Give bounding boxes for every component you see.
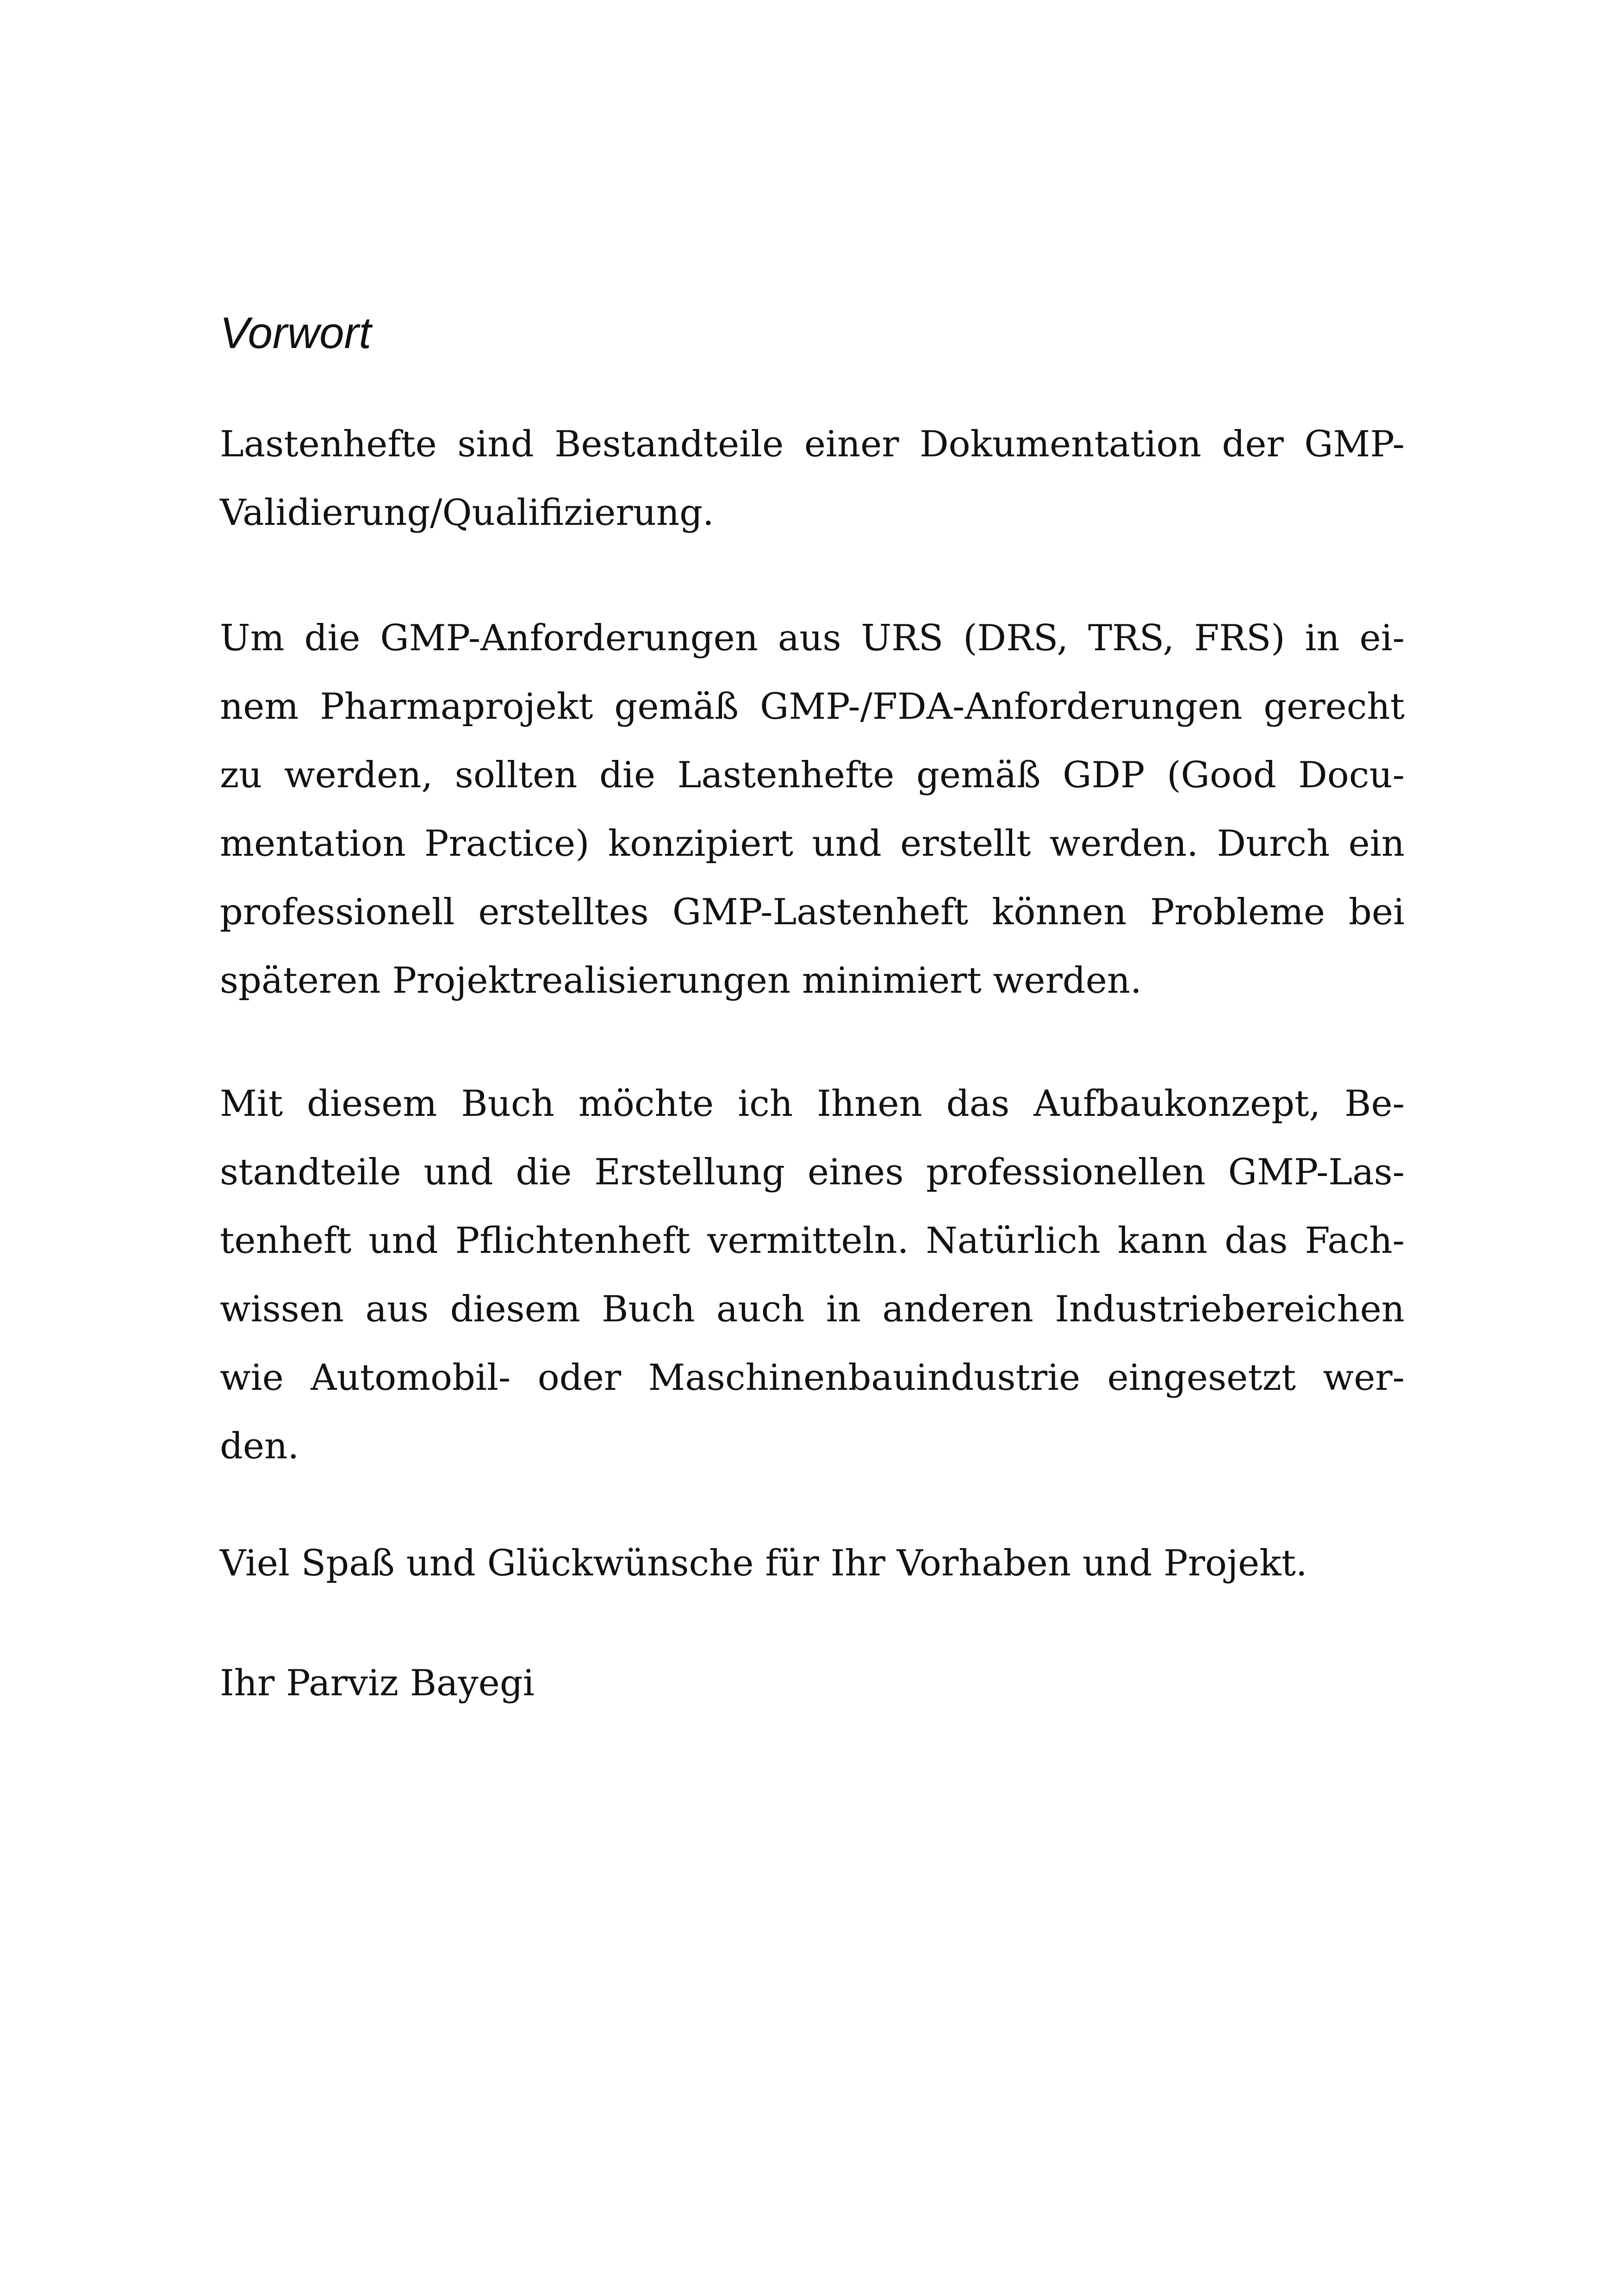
text-line: wissen aus diesem Buch auch in anderen Industriebereichen: [220, 1288, 1405, 1330]
text-line: mentation Practice) konzipiert und erstellt werden. Durch ein: [220, 823, 1405, 865]
paragraph-requirements: [220, 604, 1405, 1015]
text-line: standteile und die Erstellung eines professionellen GMP-Las-: [220, 1151, 1405, 1193]
text-line: den.: [220, 1425, 299, 1467]
paragraph-wishes: [220, 1529, 1405, 1598]
text-line: Um die GMP-Anforderungen aus URS (DRS, TRS, FRS) in ei-: [220, 617, 1405, 659]
page-title: Vorwort: [220, 308, 372, 358]
text-line: professionell erstelltes GMP-Lastenheft können Probleme bei: [220, 891, 1405, 933]
text-line: wie Automobil- oder Maschinenbauindustrie eingesetzt wer-: [220, 1357, 1405, 1399]
text-line: tenheft und Pflichtenheft vermitteln. Natürlich kann das Fach-: [220, 1220, 1405, 1262]
paragraph-intro: [220, 410, 1405, 547]
text-line: nem Pharmaprojekt gemäß GMP-/FDA-Anforderungen gerecht: [220, 686, 1405, 728]
text-line: zu werden, sollten die Lastenhefte gemäß GDP (Good Docu-: [220, 754, 1405, 796]
text-line: Lastenhefte sind Bestandteile einer Dokumentation der GMP-: [220, 423, 1405, 465]
text-line: späteren Projektrealisierungen minimiert werden.: [220, 960, 1142, 1002]
signature: [220, 1649, 1405, 1717]
signature-text: Ihr Parviz Bayegi: [220, 1662, 535, 1704]
paragraph-book-purpose: [220, 1070, 1405, 1481]
text-line: Mit diesem Buch möchte ich Ihnen das Aufbaukonzept, Be-: [220, 1083, 1405, 1125]
text-line: Viel Spaß und Glückwünsche für Ihr Vorhaben und Projekt.: [220, 1543, 1307, 1584]
text-line: Validierung/Qualifizierung.: [220, 492, 714, 534]
